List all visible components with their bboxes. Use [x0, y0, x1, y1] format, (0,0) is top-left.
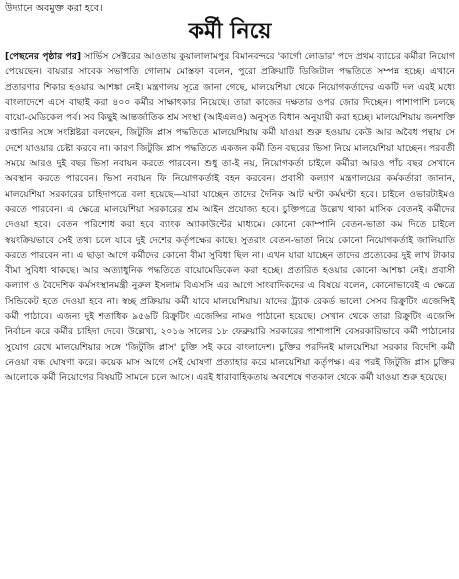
article-body-text: সার্ভিস সেক্টরের আওতায় কুয়ালালামপুর বিমানবন্দরে 'কার্গো লোডার' পদে প্রথম ব্যাচের কর্মীরা নিয়োগ পেয়েছেন। বায়রার সাবেক সভাপতি গোলাম মোস্তফা বলেন, পুরো প্রক্রিয়াটি ডিজিটাল পদ্ধতিতে সম্পন্ন হচ্ছে। এখানে প্রতারণার শিকার হওয়ার আশঙ্কা নেই। মন্ত্রণালয় সূত্রে জানা গেছে, মালয়েশিয়া থেকে নিয়োগকর্তাদের একটি দল এরই মধ্যে বাংলাদেশে এসে বাছাই করা ৪০০ কর্মীর সাক্ষাৎকার নিয়েছে। তারা কাজের দক্ষতার ওপর জোর দিচ্ছেন। পাশাপাশি চলছে বায়ো-মেডিকেল পর্ব। সব কিছুই আন্তর্জাতিক শ্রম সংস্থা (আইএলও) অনুসৃত বিধান অনুযায়ী করা হচ্ছে। মালয়েশিয়ায় জনশক্তি রপ্তানির সঙ্গে সংশ্লিষ্টরা বলছেন, জিটুজি প্লাস পদ্ধতিতে মালয়েশিয়ায় কর্মী যাওয়া শুরু হওয়ায় কেউ আর অবৈধ পন্থায় সে দেশে যাওয়ার চেষ্টা করবে না। কারণ জিটুজি প্লাস পদ্ধতিতে একজন কর্মী তিন বছরের ভিসা নিয়ে মালয়েশিয়া যাচ্ছেন। পরবর্তী সময়ে আরও দুই বছর ভিসা নবায়ন করতে পারবেন। শুধু তা-ই নয়, নিয়োগকর্তা চাইলে কর্মীরা আরও পাঁচ বছর সেখানে অবস্থান করতে পারবেন। ভিসা নবায়ন ফি নিয়োগকর্তাই বহন করবেন। প্রবাসী কল্যাণ মন্ত্রণালয়ের কর্মকর্তারা জানান, মালয়েশিয়া সরকারের চাহিদাপত্রে বলা হয়েছে—যারা যাচ্ছেন তাদের দৈনিক আট ঘণ্টা কর্মঘণ্টা হবে। চাইলে ওভারটাইমও করতে পারবেন। এ ক্ষেত্রে মালয়েশিয়া সরকারের শ্রম আইন প্রযোজ্য হবে। চুক্তিপত্রে উল্লেখ থাকা মাসিক বেতনই কর্মীদের দেওয়া হবে। বেতন পরিশোধ করা হবে ব্যাংক অ্যাকাউন্টের মাধ্যমে। কোনো কোম্পানি বেতন-ভাতা কম দিতে চাইলে স্বয়ংক্রিয়ভাবে সেই তথ্য চলে যাবে দুই দেশের কর্তৃপক্ষের কাছে। সুতরাং বেতন-ভাতা নিয়ে কোনো নিয়োগকর্তাই জালিয়াতি করতে পারবেন না। এ ছাড়া আগে কর্মীদের কোনো বীমা সুবিধা ছিল না। এখন যারা যাচ্ছেন তাদের প্রত্যেকের দুই লাখ টাকার বীমা সুবিধা থাকছে। আর অত্যাধুনিক পদ্ধতিতে বায়োমেডিকেল করা হচ্ছে। প্রতারিত হওয়ার কোনো আশঙ্কা নেই। প্রবাসী কল্যাণ ও বৈদেশিক কর্মসংস্থানমন্ত্রী নুরুল ইসলাম বিএসসি এর আগে সাংবাদিকদের এ বিষয়ে বলেন, কোনোভাবেই এ ক্ষেত্রে সিন্ডিকেট হতে দেওয়া হবে না। স্বচ্ছ প্রক্রিয়ায় কর্মী যাবে মালয়েশিয়ায়। যাদের ট্র্যাক রেকর্ড ভালো সেসব রিক্রুটিং এজেন্সিই কর্মী পাঠাবে। এজন্য দুই শতাধিক ৯৫৬টি রিক্রুটিং এজেন্সির নামও পাঠানো হয়েছে। সেখান থেকে তারা রিক্রুটিং এজেন্সি নির্বাচন করে কর্মীর চাহিদা দেবে। উল্লেখ্য, ২০১৬ সালের ১৮ ফেব্রুয়ারি সরকারের পাশাপাশি বেসরকারিভাবে কর্মী পাঠানোর সুযোগ রেখে মালয়েশিয়ার সঙ্গে 'জিটুজি প্লাস' চুক্তি সই করে বাংলাদেশ। চুক্তির পরদিনই মালয়েশিয়া সরকার বিদেশি কর্মী নেওয়া বন্ধ ঘোষণা করে। কয়েক মাস আগে সেই ঘোষণা প্রত্যাহার করে মালয়েশিয়া কর্তৃপক্ষ। এর পরই জিটুজি প্লাস চুক্তির আলোকে কর্মী নিয়োগের বিষয়টি সামনে চলে আসে। এরই ধারাবাহিকতায় অবশেষে গতকাল থেকে কর্মী যাওয়া শুরু হয়েছে।	[5, 51, 455, 384]
article-body	[5, 49, 455, 579]
previous-story-tail: উদ্যানে অবমুক্ত করা হবে।	[5, 3, 103, 14]
continuation-tag: [পেছনের পৃষ্ঠার পর]	[5, 51, 82, 62]
headline: কর্মী নিয়ে	[188, 19, 272, 44]
